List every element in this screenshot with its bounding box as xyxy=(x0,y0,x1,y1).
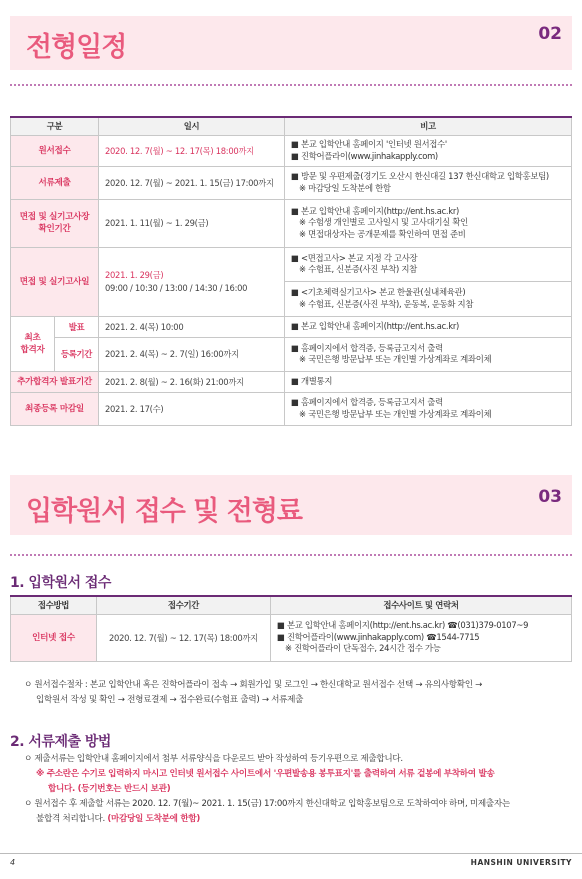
row-date: 2021. 2. 8(월) ~ 2. 16(화) 21:00까지 xyxy=(99,371,285,392)
section-banner-application xyxy=(10,475,572,535)
application-table xyxy=(10,595,572,662)
row-label: 원서접수 xyxy=(11,135,99,166)
table-header-row xyxy=(11,596,572,614)
submission-text: ㅇ 제출서류는 입학안내 홈페이지에서 첨부 서류양식을 다운로드 받아 작성하여 등기우편으로 제출합니다. ※ 주소란은 수기로 입력하지 마시고 인터넷 원서접수 사이트에서 '우편발송용 봉투표지'를 출력하여 서류 겉봉에 부착하여 발송 합니다. (등기번호는 반드시 보관) ㅇ 원서접수 후 제출할 서류는 2020. 12. 7(월)~ 2021. 1. 15(금) 17:00까지 한신대학교 입학홍보팀으로 도착하여야 하며, 미제출자는 불합격 처리합니다. (마감당일 도착분에 한함) xyxy=(24,754,510,824)
row-label: 최종등록 마감일 xyxy=(11,392,99,425)
footer-divider xyxy=(0,853,582,854)
procedure-text: ㅇ 원서접수절차 : 본교 입학안내 혹은 진학어플라이 접속 → 회원가입 및 로그인 → 한신대학교 원서접수 선택 → 유의사항확인 → 입학원서 작성 및 확인 → 전형료결제 → 접수완료(수험표 출력) → 서류제출 xyxy=(24,680,483,705)
table-row xyxy=(11,247,572,281)
table-row xyxy=(11,166,572,199)
section-title: 전형일정 xyxy=(26,32,127,63)
row-sublabel: 등록기간 xyxy=(55,337,99,371)
section-banner-schedule xyxy=(10,16,572,70)
page-number: 4 xyxy=(10,858,16,867)
dotted-divider xyxy=(10,554,572,556)
header-method: 접수방법 xyxy=(11,596,97,614)
row-notes: ■ 개별통지 xyxy=(285,371,572,392)
table-row xyxy=(11,199,572,247)
row-label: 서류제출 xyxy=(11,166,99,199)
table-row xyxy=(11,392,572,425)
header-datetime: 일시 xyxy=(99,117,285,135)
subsection-heading: 2. 서류제출 방법 xyxy=(10,734,111,750)
row-date: 2020. 12. 7(월) ~ 2021. 1. 15(금) 17:00까지 xyxy=(99,166,285,199)
row-date: 2021. 2. 4(목) 10:00 xyxy=(99,316,285,337)
row-label: 인터넷 접수 xyxy=(11,614,97,661)
row-notes: ■ 홈페이지에서 합격증, 등록금고지서 출력 ※ 국민은행 방문납부 또는 개인별 가상계좌로 계좌이체 xyxy=(285,337,572,371)
header-site: 접수사이트 및 연락처 xyxy=(271,596,572,614)
table-row xyxy=(11,316,572,337)
header-category: 구분 xyxy=(11,117,99,135)
schedule-table xyxy=(10,116,572,426)
row-notes: ■ 본교 입학안내 홈페이지 '인터넷 원서접수' ■ 진학어플라이(www.jinhakapply.com) xyxy=(285,135,572,166)
subsection-heading: 1. 입학원서 접수 xyxy=(10,575,111,591)
row-sublabel: 발표 xyxy=(55,316,99,337)
row-label: 면접 및 실기고사일 xyxy=(11,247,99,316)
row-label: 추가합격자 발표기간 xyxy=(11,371,99,392)
row-label: 면접 및 실기고사장 확인기간 xyxy=(11,199,99,247)
section-title: 입학원서 접수 및 전형료 xyxy=(26,496,303,527)
row-date: 2021. 2. 17(수) xyxy=(99,392,285,425)
table-row xyxy=(11,614,572,661)
row-notes: ■ 본교 입학안내 홈페이지(http://ent.hs.ac.kr) xyxy=(285,316,572,337)
row-date: 2021. 1. 29(금) 09:00 / 10:30 / 13:00 / 14:30 / 16:00 xyxy=(99,247,285,316)
row-date: 2021. 2. 4(목) ~ 2. 7(일) 16:00까지 xyxy=(99,337,285,371)
row-notes: ■ <기초체력실기고사> 본교 한울관(실내체육관) ※ 수험표, 신분증(사진 부착), 운동복, 운동화 지참 xyxy=(285,281,572,316)
table-row xyxy=(11,135,572,166)
table-row xyxy=(11,337,572,371)
row-label: 최초 합격자 xyxy=(11,316,55,371)
section-number: 02 xyxy=(538,24,562,44)
table-header-row xyxy=(11,117,572,135)
row-notes: ■ <면접고사> 본교 지정 각 고사장 ※ 수험표, 신분증(사진 부착) 지참 xyxy=(285,247,572,281)
row-notes: ■ 홈페이지에서 합격증, 등록금고지서 출력 ※ 국민은행 방문납부 또는 개인별 가상계좌로 계좌이체 xyxy=(285,392,572,425)
dotted-divider xyxy=(10,84,572,86)
row-notes: ■ 방문 및 우편제출(경기도 오산시 한신대길 137 한신대학교 입학홍보팀) ※ 마감당일 도착분에 한함 xyxy=(285,166,572,199)
row-notes: ■ 본교 입학안내 홈페이지(http://ent.hs.ac.kr) ☎(031)379-0107~9 ■ 진학어플라이(www.jinhakapply.com) ☎1544-7715 ※ 진학어플라이 단독접수, 24시간 접수 가능 xyxy=(271,614,572,661)
table-row xyxy=(11,371,572,392)
row-date: 2020. 12. 7(월) ~ 12. 17(목) 18:00까지 xyxy=(97,614,271,661)
header-remarks: 비고 xyxy=(285,117,572,135)
row-date: 2021. 1. 11(월) ~ 1. 29(금) xyxy=(99,199,285,247)
university-name: HANSHIN UNIVERSITY xyxy=(470,858,572,867)
row-notes: ■ 본교 입학안내 홈페이지(http://ent.hs.ac.kr) ※ 수험생 개인별로 고사일시 및 고사대기실 확인 ※ 면접대상자는 공개문제를 확인하여 면접 준비 xyxy=(285,199,572,247)
section-number: 03 xyxy=(538,487,562,507)
header-period: 접수기간 xyxy=(97,596,271,614)
row-date: 2020. 12. 7(월) ~ 12. 17(목) 18:00까지 xyxy=(99,135,285,166)
